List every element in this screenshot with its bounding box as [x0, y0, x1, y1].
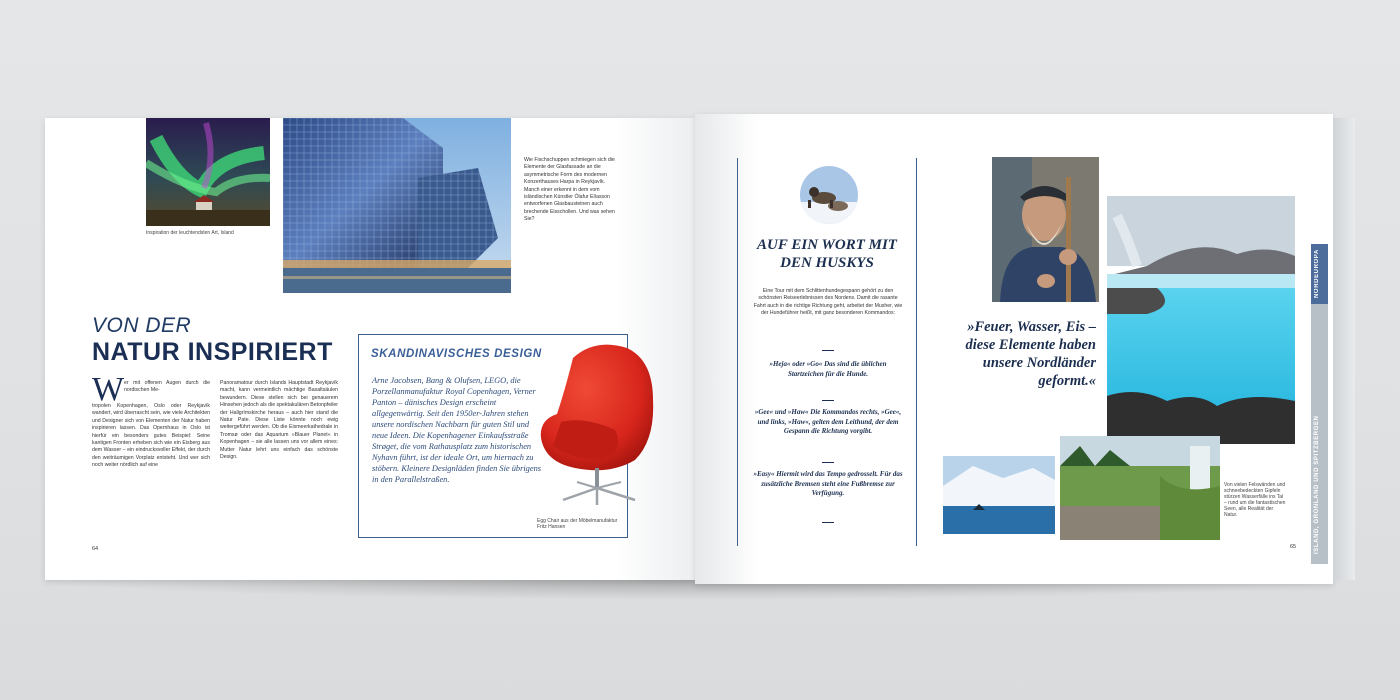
husky-circle-photo: [800, 166, 858, 224]
divider: [822, 400, 834, 401]
page-stack-edge: [1333, 118, 1355, 580]
body-col1-first: er mit offenen Augen durch die nordischen Me-: [124, 380, 210, 394]
drop-cap: W: [92, 371, 125, 408]
page-number-right: 65: [1290, 544, 1297, 550]
divider: [822, 462, 834, 463]
design-box-text: Arne Jacobsen, Bang & Olufsen, LEGO, die Porzellanmanufaktur Royal Copenhagen, Verner Panton – dänisches Design erscheint allgegenwärtig. Seit den 1950er-Jahren stehen unsere nordischen Nachbarn für guten Stil und neue Ideen. Die Kopenhagener Einkaufsstraße Strøget, die vom Rathausplatz zum historischen Nyhavn führt, ist der ideale Ort, um hiernach zu stöbern. Kleinere Designläden finden Sie übrigens in den Parallelstraßen.: [372, 376, 542, 484]
husky-column-rule-left: [737, 158, 738, 546]
husky-column-rule-right: [916, 158, 917, 546]
section-tab-label-top: NORDEUROPA: [1314, 249, 1320, 298]
aurora-photo: [146, 118, 270, 226]
aurora-caption: Inspiration der leuchtendsten Art, Island: [146, 230, 234, 236]
fisherman-photo: [992, 157, 1099, 302]
design-box-title: SKANDINAVISCHES DESIGN: [371, 348, 542, 360]
divider: [822, 522, 834, 523]
waterfall-caption: Von vielen Felswänden und schneebedeckten Gipfeln stürzen Wasserfälle ins Tal – rund um die fantastischen Seen, alle Realität der Natur.: [1224, 482, 1286, 518]
command-easy: »Easy« Hiermit wird das Tempo gedrosselt. Für das zusätzliche Bremsen steht eine Fußbremse zur Verfügung.: [753, 470, 903, 498]
command-heja: »Heja« oder »Go« Das sind die üblichen Startzeichen für die Hunde.: [769, 360, 887, 378]
egg-chair-caption: Egg Chair aus der Möbelmanufaktur Fritz Hansen: [537, 518, 618, 530]
divider: [822, 350, 834, 351]
husky-intro: Eine Tour mit dem Schlittenhundegespann gehört zu den schönsten Reiseerlebnissen des Nordens. Damit die rasante Fahrt auch in die richtige Richtung geht, arbeitet der Musher, wie der Hundeführer heißt, mit ganz besonderen Kommandos:: [753, 288, 903, 317]
harpa-sidebar-text: Wie Fischschuppen schmiegen sich die Elemente der Glasfassade an die asymmetrische Form des modernen Konzerthauses Harpa in Reykjavík. Manch einer erkennt in dem vom isländischen Künstler Ólafur Elíasson entworfenen Glasbausteinen auch brechende Eisschollen. Und was sehen Sie?: [524, 157, 615, 223]
article-title-line1: VON DER: [92, 314, 192, 337]
article-title-line2: NATUR INSPIRIERT: [92, 338, 333, 366]
waterfall-photo: [1060, 436, 1220, 540]
harpa-photo: [283, 118, 511, 293]
body-col1-rest: tropolen Kopenhagen, Oslo oder Reykjavík wandert, wird überrascht sein, wie viele Architekten und Designer sich von Elementen der Natur haben inspirieren lassen. Das Opernhaus in Oslo ist hierfür ein besonders gutes Beispiel: Seine kantigen Fronten erheben sich wie ein Eisberg aus dem Wasser – ein eindrucksvoller Effekt, der durch den weiträumigen Vorplatz entsteht. Und wer sich noch weiter nördlich auf eine: [92, 403, 210, 469]
section-tab-label-bottom: ISLAND, GRÖNLAND UND SPITZBERGEN: [1314, 415, 1320, 554]
pull-quote: »Feuer, Wasser, Eis – diese Elemente haben unsere Nordländer geformt.«: [965, 319, 1096, 389]
command-gee-haw: »Gee« und »Haw« Die Kommandos rechts, »Gee«, und links, »Haw«, gelten dem Leithund, der dem Gespann die Richtung vorgibt.: [754, 408, 902, 436]
body-col2: Panoramatour durch Islands Hauptstadt Reykjavík macht, kann vermeintlich mächtige Basaltsäulen bewundern. Diese stellen sich bei genauerem Hinsehen jedoch als die spektakulären Betonpfeiler der Hallgrímskirche heraus – auch hier stand die Natur Pate. Diese Liste könnte noch ewig weitergeführt werden. Ob die Eismeerkathedrale in Tromsø oder das Aquarium »Blauer Planet« in Kopenhagen – sie alle lassen uns vor allem eines: Mutter Natur lehrt uns einfach das schönste Design.: [220, 380, 338, 461]
whale-iceberg-photo: [943, 456, 1055, 534]
egg-chair-image: [535, 340, 660, 510]
page-number-left: 64: [92, 546, 99, 552]
blue-lagoon-photo: [1107, 196, 1295, 444]
husky-title: AUF EIN WORT MIT DEN HUSKYS: [757, 237, 897, 271]
